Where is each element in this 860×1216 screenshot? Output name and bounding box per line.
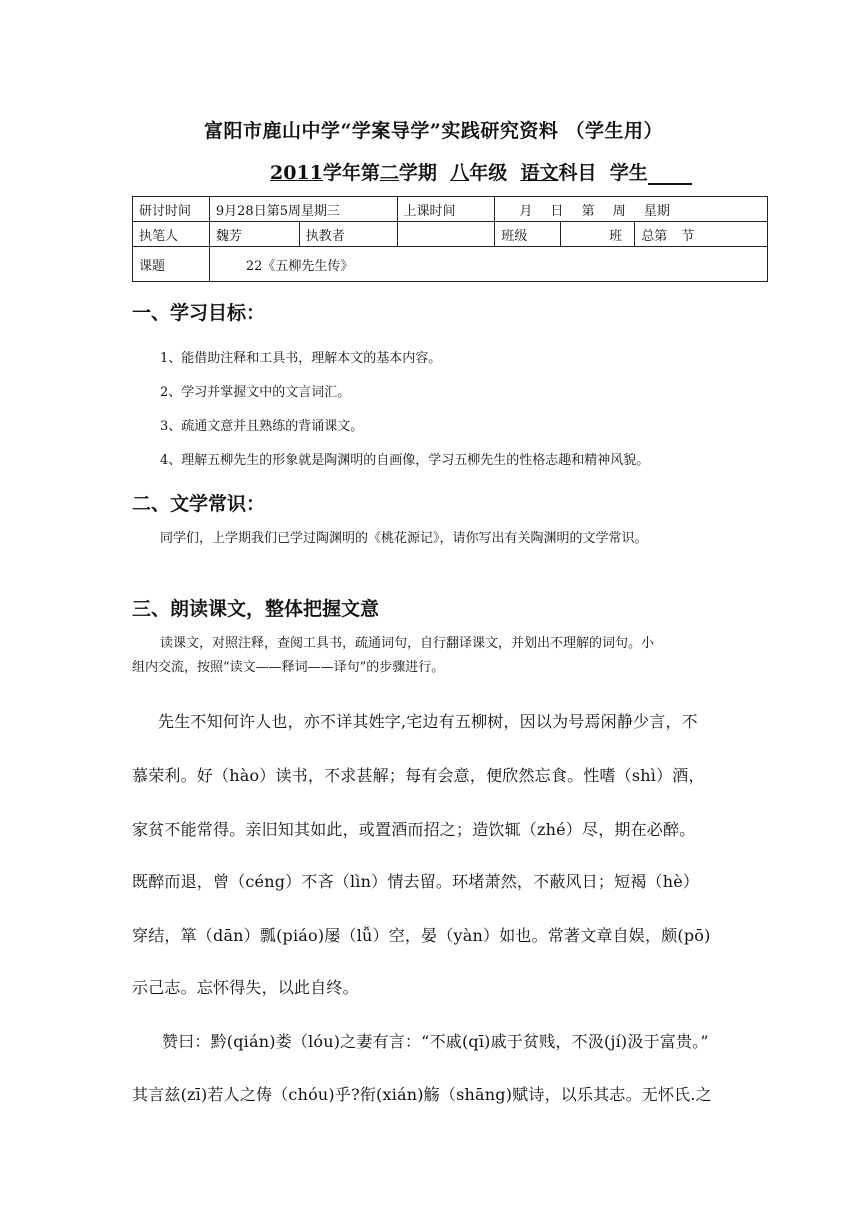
objective-item: 3、疏通文意并且熟练的背诵课文。: [160, 419, 364, 434]
section-heading-literature: 二、文学常识：: [132, 493, 266, 515]
cell-label-writer: 执笔人: [133, 222, 210, 247]
passage-line: 穿结，箪（dān）瓢(piáo)屡（lǚ）空，晏（yàn）如也。常著文章自娱，颇(pō): [132, 926, 711, 945]
cell-total-lesson: 总第 节: [635, 222, 768, 247]
cell-label-topic: 课题: [133, 247, 210, 282]
passage-line: 慕荣利。好（hào）读书，不求甚解；每有会意，便欣然忘食。性嗜（shì）酒，: [132, 766, 705, 785]
lesson-info-table: [132, 196, 768, 282]
student-name-blank: [648, 165, 692, 185]
term-label-a: 学年第: [322, 162, 380, 184]
cell-writer: 魏芳: [209, 222, 299, 247]
objective-item: 4、理解五柳先生的形象就是陶渊明的自画像，学习五柳先生的性格志趣和精神风貌。: [160, 453, 650, 468]
objective-item: 1、能借助注释和工具书，理解本文的基本内容。: [160, 351, 442, 366]
cell-label-class-time: 上课时间: [397, 197, 495, 222]
cell-study-time: 9月28日第5周星期三: [209, 197, 397, 222]
passage-line: 家贫不能常得。亲旧知其如此，或置酒而招之；造饮辄（zhé）尽，期在必醉。: [132, 820, 696, 839]
literature-prompt: 同学们，上学期我们已学过陶渊明的《桃花源记》，请你写出有关陶渊明的文学常识。: [160, 531, 648, 546]
cell-label-study-time: 研讨时间: [133, 197, 210, 222]
passage-line: 赞曰：黔(qián)娄（lóu)之妻有言：“不戚(qī)戚于贫贱，不汲(jí)汲于富贵。”: [162, 1032, 709, 1051]
year: 2011: [270, 162, 323, 184]
reading-instructions-line2: 组内交流，按照“读文——释词——译句”的步骤进行。: [132, 660, 445, 675]
cell-teacher: [397, 222, 495, 247]
passage-line: 既醉而退，曾（céng）不吝（lìn）情去留。环堵萧然，不蔽风日；短褐（hè）: [132, 872, 700, 891]
student-label: 学生: [609, 162, 648, 184]
document-title: 富阳市鹿山中学“学案导学”实践研究资料 （学生用）: [204, 120, 663, 142]
cell-label-teacher: 执教者: [299, 222, 397, 247]
term-label-c: 学期: [398, 162, 437, 184]
term-line: [270, 158, 692, 185]
passage-line: 其言兹(zī)若人之俦（chóu)乎?衔(xián)觞（shāng)赋诗，以乐其志。无怀氏.之: [132, 1085, 712, 1104]
grade-number: 八: [450, 162, 470, 184]
cell-label-class: 班级: [495, 222, 561, 247]
subject-label: 科目: [558, 162, 597, 184]
cell-topic: 22《五柳先生传》: [209, 247, 767, 282]
term-number: 二: [379, 162, 399, 184]
subject-name: 语文: [520, 162, 559, 184]
cell-class: 班: [561, 222, 635, 247]
passage-line: 先生不知何许人也，亦不详其姓字,宅边有五柳树，因以为号焉闲静少言，不: [158, 712, 698, 731]
passage-line: 示己志。忘怀得失，以此自终。: [132, 978, 359, 997]
objective-item: 2、学习并掌握文中的文言词汇。: [160, 385, 351, 400]
reading-instructions-line1: 读课文，对照注释，查阅工具书，疏通词句，自行翻译课文，并划出不理解的词句。小: [160, 636, 655, 651]
section-heading-reading: 三、朗读课文，整体把握文意: [132, 598, 380, 620]
section-heading-objectives: 一、学习目标：: [132, 302, 266, 324]
cell-class-time: 月 日 第 周 星期: [495, 197, 768, 222]
grade-label: 年级: [469, 162, 508, 184]
